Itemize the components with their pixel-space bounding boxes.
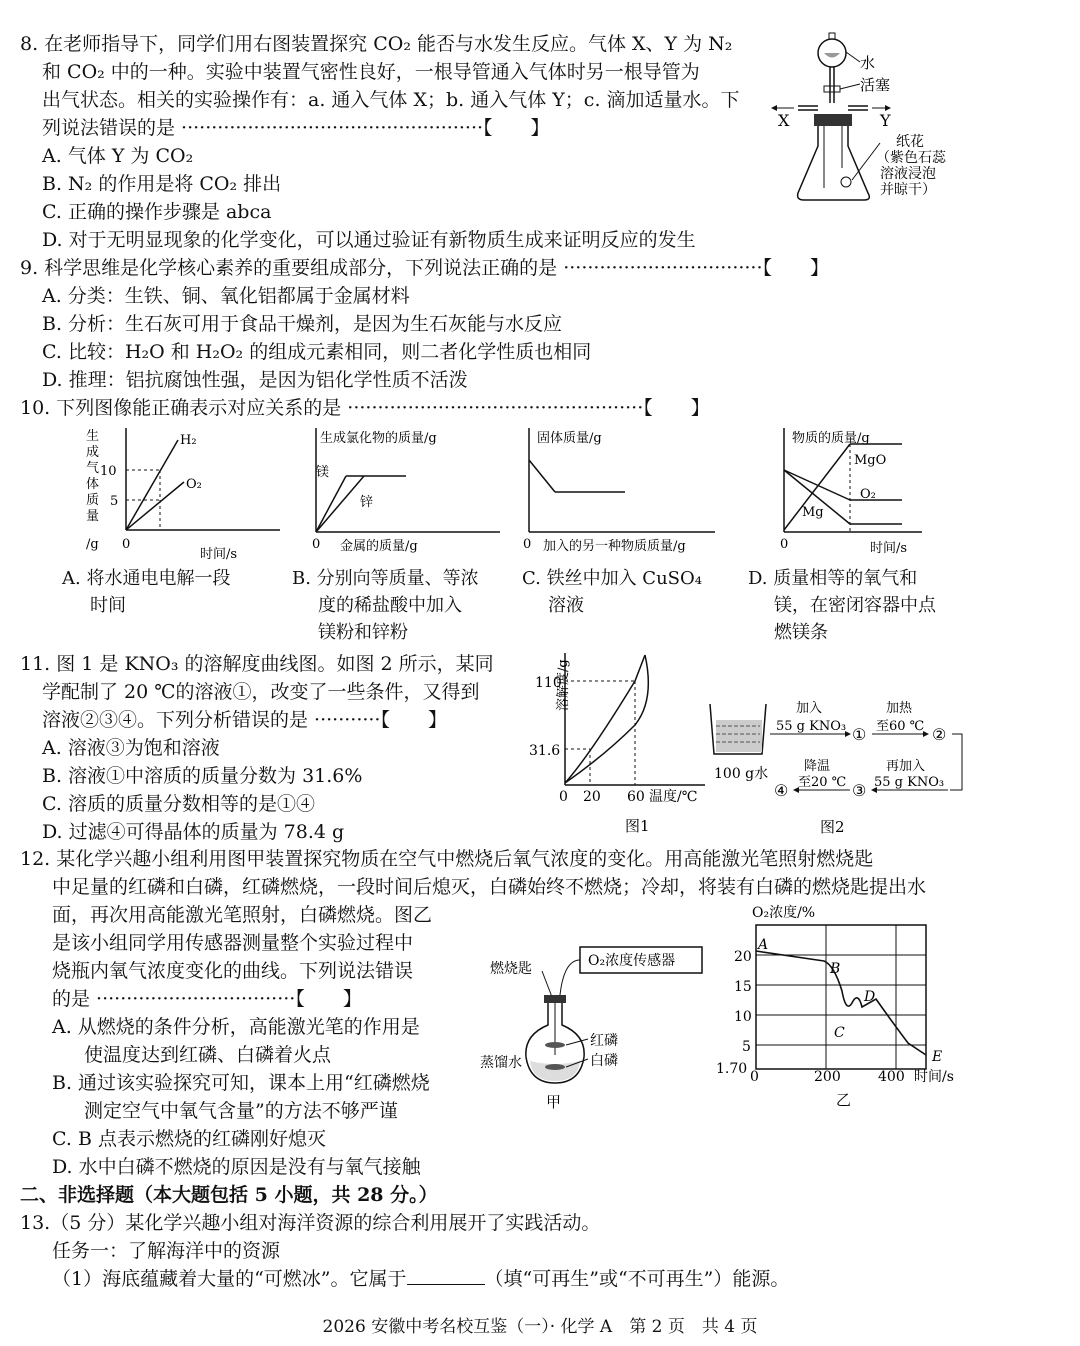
q11-fig2-add2: 再加入 <box>886 759 926 774</box>
q10a-ylabel-4: 质 <box>86 493 100 508</box>
q10a-caption-2: 时间 <box>90 595 126 616</box>
q10c-xlabel: 加入的另一种物质质量/g <box>543 539 686 554</box>
q13-line1: 13.（5 分）某化学兴趣小组对海洋资源的综合利用展开了实践活动。 <box>20 1212 601 1234</box>
q8-option-d: D. 对于无明显现象的化学变化，可以通过验证有新物质生成来证明反应的发生 <box>42 229 696 251</box>
q12-yi-y5: 5 <box>742 1039 751 1055</box>
q10b-mg-label: 镁 <box>316 465 330 480</box>
q12-option-c: C. B 点表示燃烧的红磷刚好熄灭 <box>52 1128 326 1150</box>
q8-line2: 和 CO₂ 中的一种。实验中装置气密性良好，一根导管通入气体时另一根导管为 <box>42 61 700 83</box>
q11-fig1-x20: 20 <box>583 789 601 805</box>
q10d-caption-3: 燃镁条 <box>774 622 828 643</box>
q10a-o2: O₂ <box>186 477 202 492</box>
q10a-y10: 10 <box>100 464 117 479</box>
q12-yi-y170: 1.70 <box>716 1061 748 1077</box>
q11-fig2-coolb: 至20 ℃ <box>798 775 847 790</box>
q12-yi-point-a: A <box>758 937 769 953</box>
q10c-caption-1: C. 铁丝中加入 CuSO₄ <box>522 568 702 589</box>
q8-fig-stopcock-label: 活塞 <box>860 76 891 94</box>
q12-jia-white: 白磷 <box>590 1053 618 1069</box>
q11-line3: 溶液②③④。下列分析错误的是 ···········【 】 <box>42 709 447 731</box>
q11-fig2-n4: ④ <box>774 781 789 800</box>
q9-option-c: C. 比较：H₂O 和 H₂O₂ 的组成元素相同，则二者化学性质也相同 <box>42 341 592 363</box>
q11-option-b: B. 溶液①中溶质的质量分数为 31.6% <box>42 765 363 787</box>
q10b-ylabel: 生成氯化物的质量/g <box>320 431 437 446</box>
q10a-xlabel: 时间/s <box>200 547 238 562</box>
q11-fig1-solubility-graph <box>515 645 715 840</box>
q12-yi-x200: 200 <box>814 1069 841 1085</box>
q8-fig-x-label: X <box>778 111 790 130</box>
q11-fig2-add1b: 55 g KNO₃ <box>776 719 847 734</box>
q12-option-d: D. 水中白磷不燃烧的原因是没有与氧气接触 <box>52 1156 421 1178</box>
q12-yi-point-c: C <box>834 1025 845 1041</box>
q10a-caption-1: A. 将水通电电解一段 <box>62 568 231 589</box>
q12-jia-caption: 甲 <box>546 1093 562 1111</box>
q11-option-a: A. 溶液③为饱和溶液 <box>42 737 220 759</box>
q9-option-d: D. 推理：铝抗腐蚀性强，是因为铝化学性质不活泼 <box>42 369 468 391</box>
q10-stem: 10. 下列图像能正确表示对应关系的是 ·················································【 】 <box>20 397 710 419</box>
q8-fig-paper-label-1: 纸花 <box>896 134 924 150</box>
q10b-zn-label: 锌 <box>360 495 374 510</box>
q12-yi-point-e: E <box>932 1049 943 1065</box>
q10b-xlabel: 金属的质量/g <box>340 539 418 554</box>
q12-yi-y15: 15 <box>734 979 752 995</box>
q12-yi-ylabel: O₂浓度/% <box>752 905 816 921</box>
q11-fig2-caption: 图2 <box>820 818 845 836</box>
q12-line6: 的是 ·································【 】 <box>52 988 362 1010</box>
q11-fig2-process-diagram <box>700 690 970 840</box>
q10b-caption-1: B. 分别向等质量、等浓 <box>292 568 479 589</box>
q12-line4: 是该小组同学用传感器测量整个实验过程中 <box>52 932 414 954</box>
q11-option-c: C. 溶质的质量分数相等的是①④ <box>42 793 315 815</box>
q11-fig1-xlabel: 温度/℃ <box>649 789 698 805</box>
q10b-zero: 0 <box>312 537 321 552</box>
q10a-ylabel-2: 气 <box>86 461 100 476</box>
q12-jia-spoon: 燃烧匙 <box>490 961 532 977</box>
section-2-heading: 二、非选择题（本大题包括 5 小题，共 28 分。） <box>20 1184 438 1206</box>
q9-option-b: B. 分析：生石灰可用于食品干燥剂，是因为生石灰能与水反应 <box>42 313 563 335</box>
q10b-caption-3: 镁粉和锌粉 <box>318 622 408 643</box>
q11-line1: 11. 图 1 是 KNO₃ 的溶解度曲线图。如图 2 所示，某同 <box>20 653 494 675</box>
q11-option-d: D. 过滤④可得晶体的质量为 78.4 g <box>42 821 345 843</box>
q10a-ylabel-6: /g <box>86 537 99 552</box>
q8-fig-paper-label-3: 溶液浸泡 <box>880 166 936 182</box>
q12-option-b-cont: 测定空气中氧气含量”的方法不够严谨 <box>84 1100 398 1122</box>
q12-yi-x0: 0 <box>750 1069 759 1085</box>
q9-stem: 9. 科学思维是化学核心素养的重要组成部分，下列说法正确的是 ·································【 】 <box>20 257 830 279</box>
q12-option-a-cont: 使温度达到红磷、白磷着火点 <box>84 1044 332 1066</box>
q11-fig2-n2: ② <box>932 725 947 744</box>
q12-option-a: A. 从燃烧的条件分析，高能激光笔的作用是 <box>52 1016 420 1038</box>
q8-fig-water-label: 水 <box>860 54 876 72</box>
q13-subq1-text-a: （1）海底蕴藏着大量的“可燃冰”。它属于 <box>52 1268 407 1290</box>
q12-jia-sensor: O₂浓度传感器 <box>588 953 676 969</box>
q11-fig2-heat: 加热 <box>886 701 913 716</box>
q10a-ylabel-3: 体 <box>86 477 100 492</box>
q13-task-one: 任务一：了解海洋中的资源 <box>52 1240 281 1262</box>
q12-yi-caption: 乙 <box>836 1091 852 1109</box>
q10d-zero: 0 <box>780 537 789 552</box>
q11-fig2-n1: ① <box>852 725 867 744</box>
q8-line1: 8. 在老师指导下，同学们用右图装置探究 CO₂ 能否与水发生反应。气体 X、Y 为 N₂ <box>20 33 733 55</box>
q12-yi-x400: 400 <box>878 1069 905 1085</box>
q11-fig1-y110: 110 <box>535 675 562 691</box>
q9-option-a: A. 分类：生铁、铜、氧化铝都属于金属材料 <box>42 285 410 307</box>
q8-fig-paper-label-4: 并晾干） <box>880 182 936 198</box>
q11-fig1-y316: 31.6 <box>529 743 561 759</box>
q8-option-c: C. 正确的操作步骤是 abca <box>42 201 272 223</box>
q10d-o2-label: O₂ <box>860 487 876 502</box>
q12-yi-point-d: D <box>864 989 876 1005</box>
q10a-y5: 5 <box>110 494 119 509</box>
q10c-caption-2: 溶液 <box>548 595 584 616</box>
q10a-ylabel-0: 生 <box>86 429 100 444</box>
q12-fig-jia-apparatus <box>480 935 720 1115</box>
q10a-ylabel-5: 量 <box>86 509 100 524</box>
q12-yi-point-b: B <box>830 961 841 977</box>
q13-subq1 <box>52 1265 789 1293</box>
q10a-h2: H₂ <box>180 433 197 448</box>
q11-fig2-heatb: 至60 ℃ <box>876 719 925 734</box>
q11-fig1-ylabel: 溶解度/g <box>556 659 571 711</box>
q10-graph-c <box>515 420 740 570</box>
q10d-xlabel: 时间/s <box>870 541 908 556</box>
q10-graph-b <box>300 420 510 570</box>
q12-line5: 烧瓶内氧气浓度变化的曲线。下列说法错误 <box>52 960 414 982</box>
q11-fig2-add1: 加入 <box>796 701 823 716</box>
q12-yi-xlabel: 时间/s <box>914 1069 954 1085</box>
q10d-mgo-label: MgO <box>854 453 887 468</box>
q10c-zero: 0 <box>523 537 532 552</box>
q10d-caption-2: 镁，在密闭容器中点 <box>774 595 936 616</box>
q12-jia-red: 红磷 <box>590 1033 618 1049</box>
q11-fig2-add2b: 55 g KNO₃ <box>874 775 945 790</box>
q12-jia-water: 蒸馏水 <box>480 1055 522 1071</box>
q12-yi-y20: 20 <box>734 949 752 965</box>
page-footer: 2026 安徽中考名校互鉴（一）· 化学 A 第 2 页 共 4 页 <box>322 1317 758 1337</box>
q13-answer-blank[interactable] <box>407 1266 485 1285</box>
q11-fig1-x0: 0 <box>559 789 568 805</box>
q10d-mg-label: Mg <box>802 505 824 520</box>
q11-fig2-cool: 降温 <box>804 759 831 774</box>
q13-subq1-text-b: （填“可再生”或“不可再生”）能源。 <box>484 1268 790 1290</box>
q8-apparatus-figure <box>768 28 968 218</box>
q12-line2: 中足量的红磷和白磷，红磷燃烧，一段时间后熄灭，白磷始终不燃烧；冷却，将装有白磷的燃烧匙提出水 <box>52 876 927 898</box>
q12-fig-yi-o2-graph <box>712 895 977 1110</box>
q12-yi-y10: 10 <box>734 1009 752 1025</box>
q10d-ylabel: 物质的质量/g <box>792 431 870 446</box>
q10-graph-d <box>772 420 932 570</box>
q11-fig2-water: 100 g水 <box>714 766 769 782</box>
q10c-ylabel: 固体质量/g <box>537 431 602 446</box>
q10b-caption-2: 度的稀盐酸中加入 <box>318 595 462 616</box>
q10d-caption-1: D. 质量相等的氧气和 <box>748 568 918 589</box>
q11-line2: 学配制了 20 ℃的溶液①，改变了一些条件，又得到 <box>42 681 480 703</box>
q10a-zero: 0 <box>122 537 131 552</box>
q10-graph-a <box>80 420 290 570</box>
q12-line3: 面，再次用高能激光笔照射，白磷燃烧。图乙 <box>52 904 433 926</box>
q8-line4: 列说法错误的是 ··················································【 】 <box>42 117 550 139</box>
q11-fig1-caption: 图1 <box>625 817 650 835</box>
q12-option-b: B. 通过该实验探究可知，课本上用“红磷燃烧 <box>52 1072 430 1094</box>
q8-fig-paper-label-2: （紫色石蕊 <box>876 150 946 166</box>
q8-option-b: B. N₂ 的作用是将 CO₂ 排出 <box>42 173 282 195</box>
q11-fig1-x60: 60 <box>627 789 645 805</box>
q10a-ylabel-1: 成 <box>86 445 100 460</box>
q11-fig2-n3: ③ <box>852 781 867 800</box>
q8-line3: 出气状态。相关的实验操作有：a. 通入气体 X；b. 通入气体 Y；c. 滴加适量水。下 <box>42 89 740 111</box>
q8-fig-y-label: Y <box>880 111 891 130</box>
q8-option-a: A. 气体 Y 为 CO₂ <box>42 145 194 167</box>
q12-line1: 12. 某化学兴趣小组利用图甲装置探究物质在空气中燃烧后氧气浓度的变化。用高能激光笔照射燃烧匙 <box>20 848 874 870</box>
